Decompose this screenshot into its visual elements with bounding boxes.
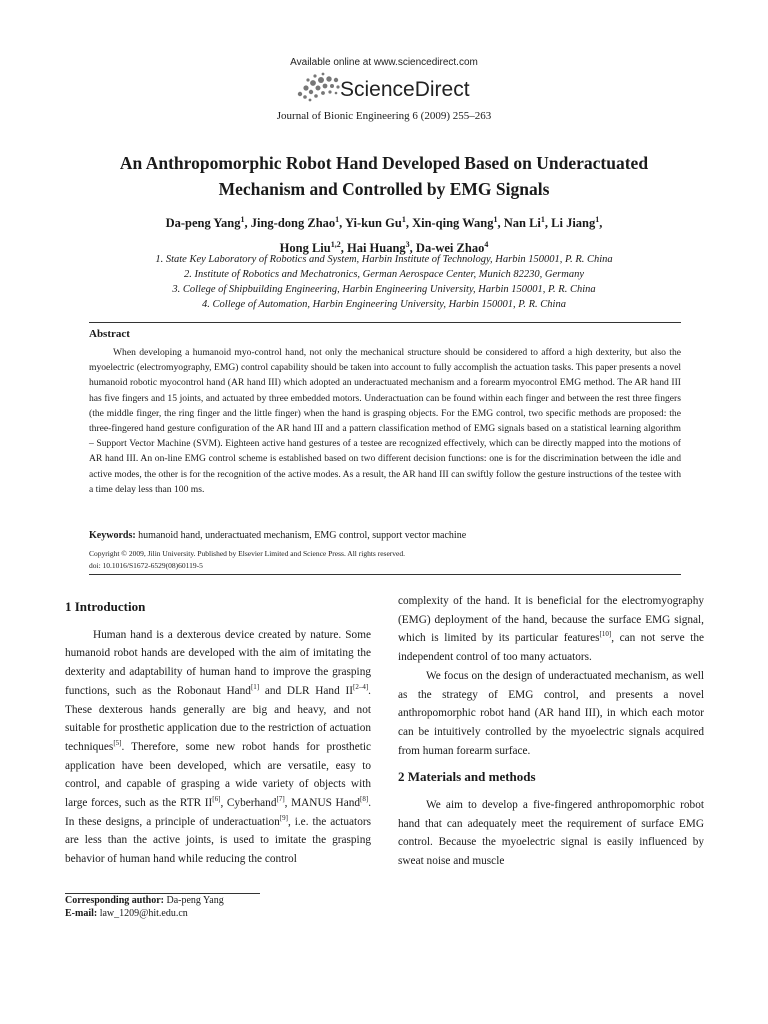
author-affiliation-mark: 1	[595, 215, 600, 224]
email-label: E-mail:	[65, 908, 98, 919]
citation[interactable]: [6]	[212, 795, 221, 804]
author-affiliation-mark: 1	[401, 215, 406, 224]
author-name: Li Jiang	[551, 216, 596, 231]
body-text: . Therefore, some new robot hands for prosthetic application have been developed, which are versatile, easy to control, and capable of grasping a wide variety of objects with large forces, such as the RTR II	[65, 740, 371, 810]
copyright-text: Copyright © 2009, Jilin University. Published by Elsevier Limited and Science Press. All rights reserved.	[89, 549, 406, 558]
affiliation-item	[60, 252, 708, 267]
body-text: complexity of the hand. It is beneficial for the electromyography (EMG) deployment of the hand, because the surface EMG signal, which is limited by its particular features	[398, 595, 704, 645]
section-heading-methods: 2 Materials and methods	[398, 769, 536, 785]
author-affiliation-mark: 3	[405, 240, 410, 250]
methods-paragraph: We aim to develop a five-fingered anthropomorphic robot hand that can adequately meet the requirement of surface EMG control. Because the myoelectric signal is easily influenced by sweat noise and muscle	[398, 799, 704, 868]
intro-paragraph-2: We focus on the design of underactuated mechanism, as well as the strategy of EMG control, and presents a novel anthropomorphic robot hand (AR hand III), in which each motor can be intuitively controlled by the myoelectric signals acquired from human forearm surface.	[398, 669, 704, 757]
sciencedirect-brand: ScienceDirect	[340, 78, 470, 101]
paper-title-line-2: Mechanism and Controlled by EMG Signals	[218, 179, 550, 199]
author-name: Da-peng Yang	[165, 216, 241, 231]
citation[interactable]: [7]	[276, 795, 285, 804]
author-affiliation-mark: 1	[335, 215, 340, 224]
body-text: , Cyberhand	[220, 797, 277, 810]
intro-paragraph	[65, 626, 371, 869]
available-online-line: Available online at www.sciencedirect.com	[290, 57, 478, 68]
affiliation-list	[60, 252, 708, 312]
abstract-top-rule	[89, 322, 681, 323]
keywords-line	[89, 530, 681, 541]
section-heading-introduction: 1 Introduction	[65, 599, 146, 614]
abstract-body: When developing a humanoid myo-control hand, not only the mechanical structure should be considered to afford a high dexterity, but also the myoelectric (electromyography, EMG) control capability should be taken into account to fully accomplish the actuation tasks. This paper presents a novel humanoid robotic myocontrol hand (AR hand III) which adopted an underactuated mechanism and a forearm myocontrol EMG method. The AR hand III has five fingers and 15 joints, and actuated by three embedded motors. Underactuation can be found within each finger and between the rest three fingers (the middle finger, the ring finger and the little finger) when the hand is grasping objects. For the EMG control, two specific methods are proposed: the three-fingered hand gesture configuration of the AR hand III and a pattern classification method of EMG signals based on a statistical learning algorithm – Support Vector Machine (SVM). Eighteen active hand gestures of a testee are recognized effectively, which can be directly mapped into the motions of AR hand III. An on-line EMG control scheme is established based on two different decision functions: one is for the discrimination between the idle and active modes, the other is for the recognition of the active modes. As a result, the AR hand III can swiftly follow the gesture instructions of the testee with a time delay less than 100 ms.	[89, 347, 681, 495]
affiliation-item	[60, 297, 708, 312]
body-text: Human hand is a dexterous device created by nature. Some humanoid robot hands are developed with the aim of imitating the dexterity and adaptability of human hand to improve the grasping functions, such as the Robonaut Hand	[65, 628, 371, 697]
email-line	[65, 907, 224, 920]
citation[interactable]: [5]	[113, 739, 122, 748]
citation[interactable]: [9]	[279, 813, 288, 822]
keywords-label: Keywords:	[89, 530, 136, 541]
affiliation-text: 4. College of Automation, Harbin Engineering University, Harbin 150001, P. R. China	[202, 299, 566, 310]
journal-reference: Journal of Bionic Engineering 6 (2009) 255–263	[276, 110, 492, 122]
author-line-1: Da-peng Yang$^1$, Jing-dong Zhao$^1$, Yi-kun Gu$^1$, Xin-qing Wang$^1$, Nan Li$^1$, Li Jiang$^1$,	[165, 215, 603, 231]
body-text: and DLR Hand II	[259, 684, 353, 697]
corresponding-author-line	[65, 894, 224, 907]
author-name: Da-wei Zhao	[415, 241, 485, 256]
doi-text: doi: 10.1016/S1672-6529(08)60119-5	[89, 561, 203, 570]
abstract-label: Abstract	[89, 328, 130, 340]
author-affiliation-mark: 1	[540, 215, 545, 224]
citation[interactable]: [8]	[360, 795, 369, 804]
author-name: Jing-dong Zhao	[250, 216, 336, 231]
keywords-text: humanoid hand, underactuated mechanism, EMG control, support vector machine	[138, 530, 467, 541]
corresponding-author-name: Da-peng Yang	[166, 895, 224, 906]
affiliation-text: 1. State Key Laboratory of Robotics and System, Harbin Institute of Technology, Harbin 150001, P. R. China	[155, 254, 613, 265]
affiliation-item	[60, 282, 708, 297]
author-affiliation-mark: 1	[240, 215, 245, 224]
sciencedirect-logo	[292, 70, 492, 104]
affiliation-item	[60, 267, 708, 282]
right-column	[398, 592, 704, 871]
author-affiliation-mark: 1,2	[330, 240, 341, 250]
paper-title	[60, 150, 708, 202]
body-text: , can not serve the independent control of too many actuators.	[398, 632, 705, 664]
paper-title-line-1: An Anthropomorphic Robot Hand Developed Based on Underactuated	[119, 153, 649, 173]
body-text: , i.e. the actuators are less than the active joints, is used to imitate the grasping behavior of human hand while reducing the control	[65, 815, 371, 866]
abstract-bottom-rule	[89, 574, 681, 575]
author-name: Hai Huang	[346, 241, 406, 256]
email-address[interactable]: law_1209@hit.edu.cn	[99, 908, 188, 919]
author-line-2: Hong Liu$^{1,2}$, Hai Huang$^3$, Da-wei Zhao$^4$	[279, 240, 489, 256]
citation[interactable]: [10]	[599, 630, 612, 639]
citation[interactable]: [1]	[250, 683, 260, 692]
author-name: Xin-qing Wang	[412, 216, 494, 231]
author-name: Nan Li	[503, 216, 541, 231]
sciencedirect-dots-icon	[292, 72, 342, 102]
intro-paragraph-continued	[398, 592, 704, 667]
affiliation-text: 2. Institute of Robotics and Mechatronics, German Aerospace Center, Munich 82230, Germany	[183, 269, 584, 280]
author-name: Hong Liu	[279, 241, 331, 256]
author-affiliation-mark: 4	[484, 240, 489, 250]
left-column	[65, 598, 371, 869]
corresponding-author-label: Corresponding author:	[65, 895, 164, 906]
corresponding-author-footnote	[65, 894, 224, 920]
affiliation-text: 3. College of Shipbuilding Engineering, Harbin Engineering University, Harbin 150001, P. R. China	[172, 284, 596, 295]
citation[interactable]: [2–4]	[353, 683, 369, 692]
author-affiliation-mark: 1	[493, 215, 498, 224]
body-text: , MANUS Hand	[284, 797, 361, 810]
author-name: Yi-kun Gu	[344, 216, 402, 231]
copyright-block	[89, 548, 681, 572]
body-text: . These dexterous hands generally are big and heavy, and not suitable for prosthetic application due to the restriction of actuation techniques	[65, 684, 371, 753]
body-text: . In these designs, a principle of underactuation	[65, 797, 372, 828]
